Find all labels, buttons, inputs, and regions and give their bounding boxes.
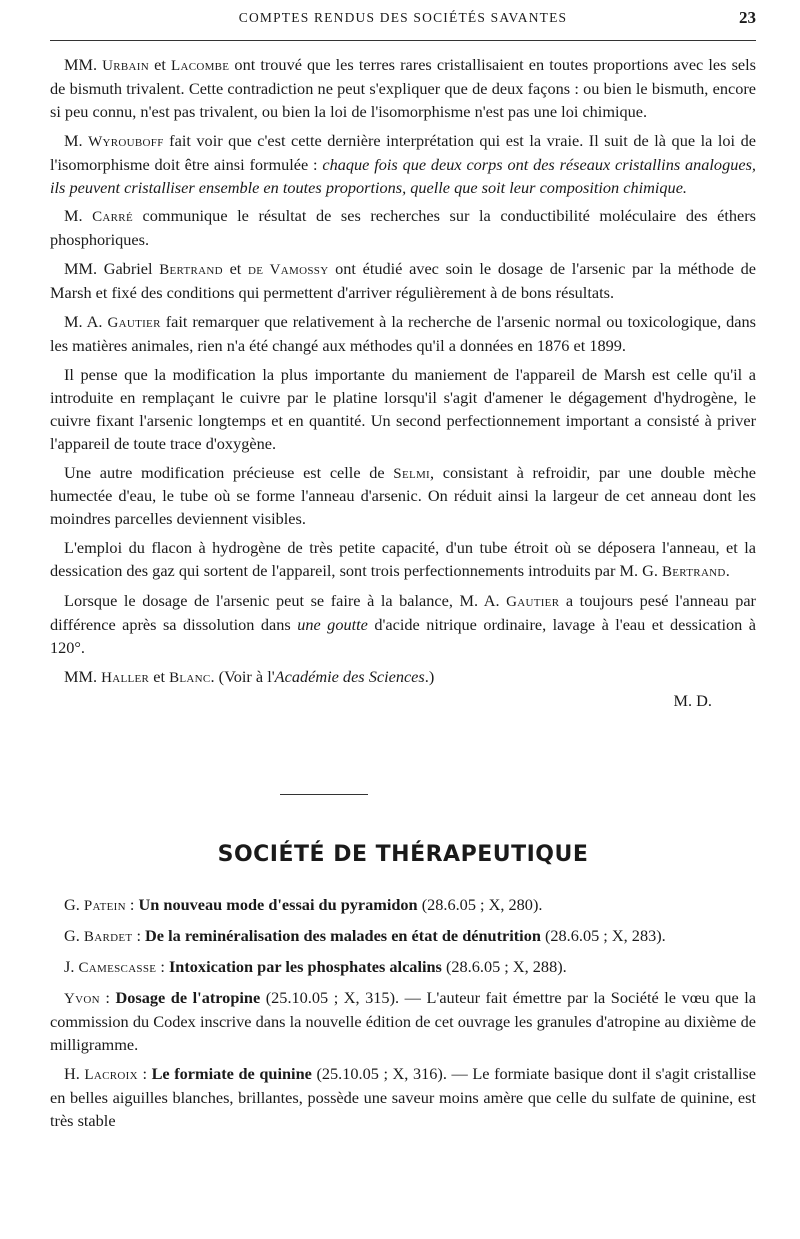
text: L'emploi du flacon à hydrogène de très petite capacité, d'un tube étroit où se déposera l'anneau, et la dessication des gaz qui sortent de l'appareil, sont trois perfectionnements introduits par M. G. bbox=[50, 538, 756, 581]
text: : bbox=[99, 987, 116, 1007]
paragraph-urbain-lacombe bbox=[50, 54, 756, 124]
entry-title: Dosage de l'atropine bbox=[115, 987, 261, 1007]
author-name: Selmi bbox=[393, 465, 431, 482]
author-name: de Vamossy bbox=[248, 262, 329, 279]
author-name: Camescasse bbox=[78, 959, 157, 976]
author-name: Lacroix bbox=[84, 1067, 138, 1084]
text: d'acide nitrique ordinaire, lavage à l'eau et dessication à 120°. bbox=[50, 614, 757, 657]
entry-reference: (28.6.05 ; X, 288). bbox=[441, 956, 567, 976]
author-name: Patein bbox=[83, 898, 126, 914]
entry-reference: (25.10.05 ; X, 315). — L'auteur fait émettre par la Société le vœu que la commission du Codex inscrive dans la nouvelle édition de cet ouvrage les granules d'atropine au dixième de milligramme. bbox=[50, 987, 756, 1054]
text: communique le résultat de ses recherches sur la conductibilité moléculaire des éthers phosphoriques. bbox=[50, 206, 756, 250]
text: fait remarquer que relativement à la recherche de l'arsenic normal ou toxicologique, dans les matières animales, rien n'a été changé aux méthodes qu'il a données en 1876 et 1899. bbox=[50, 312, 756, 355]
author-name: Bertrand bbox=[661, 564, 726, 581]
entry-yvon bbox=[50, 987, 756, 1057]
paragraph-bertrand-vamossy bbox=[50, 258, 756, 305]
author-name: Urbain bbox=[102, 58, 149, 74]
proceedings-text bbox=[50, 54, 756, 713]
page-number: 23 bbox=[739, 8, 756, 27]
signature: M. D. bbox=[673, 690, 712, 710]
running-title: COMPTES RENDUS DES SOCIÉTÉS SAVANTES bbox=[238, 10, 568, 25]
author-name: Carré bbox=[92, 209, 133, 226]
author-name: Gautier bbox=[107, 315, 161, 332]
text: et bbox=[222, 259, 249, 279]
entry-title: De la reminéralisation des malades en état de dénutrition bbox=[145, 925, 541, 945]
paragraph-haller-blanc bbox=[50, 666, 756, 690]
text: : bbox=[125, 895, 139, 914]
text: MM. bbox=[64, 55, 103, 74]
text: et bbox=[149, 55, 171, 74]
header-rule bbox=[50, 40, 756, 41]
text: MM. bbox=[64, 666, 102, 686]
section-divider bbox=[280, 794, 368, 795]
text: Une autre modification précieuse est celle de bbox=[64, 462, 394, 482]
text: M. bbox=[64, 206, 93, 226]
paragraph-marsh-modification: Il pense que la modification la plus importante du maniement de l'appareil de Marsh est celle qu'il a introduite en remplaçant le cuivre par le platine lorsqu'il s'agit d'amener le dégagement d'hydrogène, le cuivre fixant l'arsenic longtemps et en quantité. Un second perfectionnement important a consisté à priver l'appareil de toute trace d'oxygène. bbox=[50, 364, 756, 453]
paragraph-balance-dosage bbox=[50, 590, 756, 660]
paragraph-hydrogen-flask bbox=[50, 537, 756, 584]
text: : bbox=[156, 956, 169, 976]
entry-title: Un nouveau mode d'essai du pyramidon bbox=[138, 895, 418, 914]
text: . bbox=[725, 561, 730, 581]
text: fait voir que c'est cette dernière interprétation qui est la vraie. Il suit de là que la loi de l'isomorphisme doit être ainsi formulée : bbox=[50, 130, 756, 174]
text: H. bbox=[64, 1064, 85, 1084]
author-name: Bertrand bbox=[159, 262, 223, 279]
author-name: Gautier bbox=[506, 594, 560, 611]
text: M. A. bbox=[64, 312, 108, 332]
text: : bbox=[132, 925, 146, 945]
text: M. bbox=[64, 130, 89, 150]
entry-patein bbox=[50, 894, 756, 918]
text: . (Voir à l' bbox=[210, 666, 275, 686]
author-name: Wyrouboff bbox=[88, 133, 164, 150]
entry-reference: (28.6.05 ; X, 280). bbox=[417, 895, 543, 914]
paragraph-selmi bbox=[50, 462, 756, 532]
text: et bbox=[149, 666, 170, 686]
paragraph-gautier bbox=[50, 311, 756, 358]
author-name: Lacombe bbox=[170, 58, 230, 74]
text: MM. Gabriel bbox=[64, 259, 160, 279]
entry-title: Intoxication par les phosphates alcalins bbox=[168, 956, 442, 976]
text: ont étudié avec soin le dosage de l'arsenic par la méthode de Marsh et fixé des conditions qui permettent d'arriver régulièrement à de bons résultats. bbox=[50, 259, 756, 303]
text: Lorsque le dosage de l'arsenic peut se faire à la balance, M. A. bbox=[64, 591, 507, 611]
section-title: SOCIÉTÉ DE THÉRAPEUTIQUE bbox=[217, 842, 589, 867]
entry-camescasse bbox=[50, 956, 756, 980]
text: .) bbox=[424, 666, 435, 686]
text: J. bbox=[64, 956, 79, 976]
text: ont trouvé que les terres rares cristallisaient en toutes proportions avec les sels de bismuth trivalent. Cette contradiction ne peut s'expliquer que de deux façons : ou bien le bismuth, encore si peu connu, n'est pas trivalent, ou bien la loi de l'isomorphisme n'est pas une loi chimique. bbox=[50, 55, 756, 121]
paragraph-carre bbox=[50, 205, 756, 252]
entry-reference: (25.10.05 ; X, 316). — Le formiate basique dont il s'agit cristallise en belles aiguilles blanches, brillantes, possède une saveur moins amère que celle du sulfate de quinine, est très stable bbox=[50, 1064, 756, 1131]
entry-title: Le formiate de quinine bbox=[151, 1064, 312, 1084]
entry-lacroix bbox=[50, 1063, 756, 1133]
text: , consistant à refroidir, par une double mèche humectée d'eau, le tube où se forme l'anneau d'arsenic. On réduit ainsi la largeur de cet anneau dont les moindres parcelles deviennent visibles. bbox=[50, 462, 756, 529]
italic-law-statement: chaque fois que deux corps ont des réseaux cristallins analogues, ils peuvent cristalliser ensemble en toutes proportions, quelle que soit leur composition chimique. bbox=[50, 154, 756, 197]
text: G. bbox=[64, 925, 84, 945]
italic-text: une goutte bbox=[297, 614, 368, 634]
entry-reference: (28.6.05 ; X, 283). bbox=[540, 925, 666, 945]
text: a toujours pesé l'anneau par différence après sa dissolution dans bbox=[50, 591, 756, 634]
author-name: Bardet bbox=[83, 928, 133, 945]
paragraph-wyrouboff bbox=[50, 130, 756, 200]
entry-bardet bbox=[50, 925, 756, 949]
author-name: Haller bbox=[101, 669, 150, 686]
text: : bbox=[137, 1064, 152, 1084]
therapeutics-entries bbox=[50, 894, 756, 1133]
author-name: Blanc bbox=[169, 669, 211, 686]
italic-reference: Académie des Sciences bbox=[274, 666, 425, 686]
text: G. bbox=[64, 895, 84, 914]
author-name: Yvon bbox=[64, 990, 100, 1007]
running-header bbox=[50, 8, 756, 32]
